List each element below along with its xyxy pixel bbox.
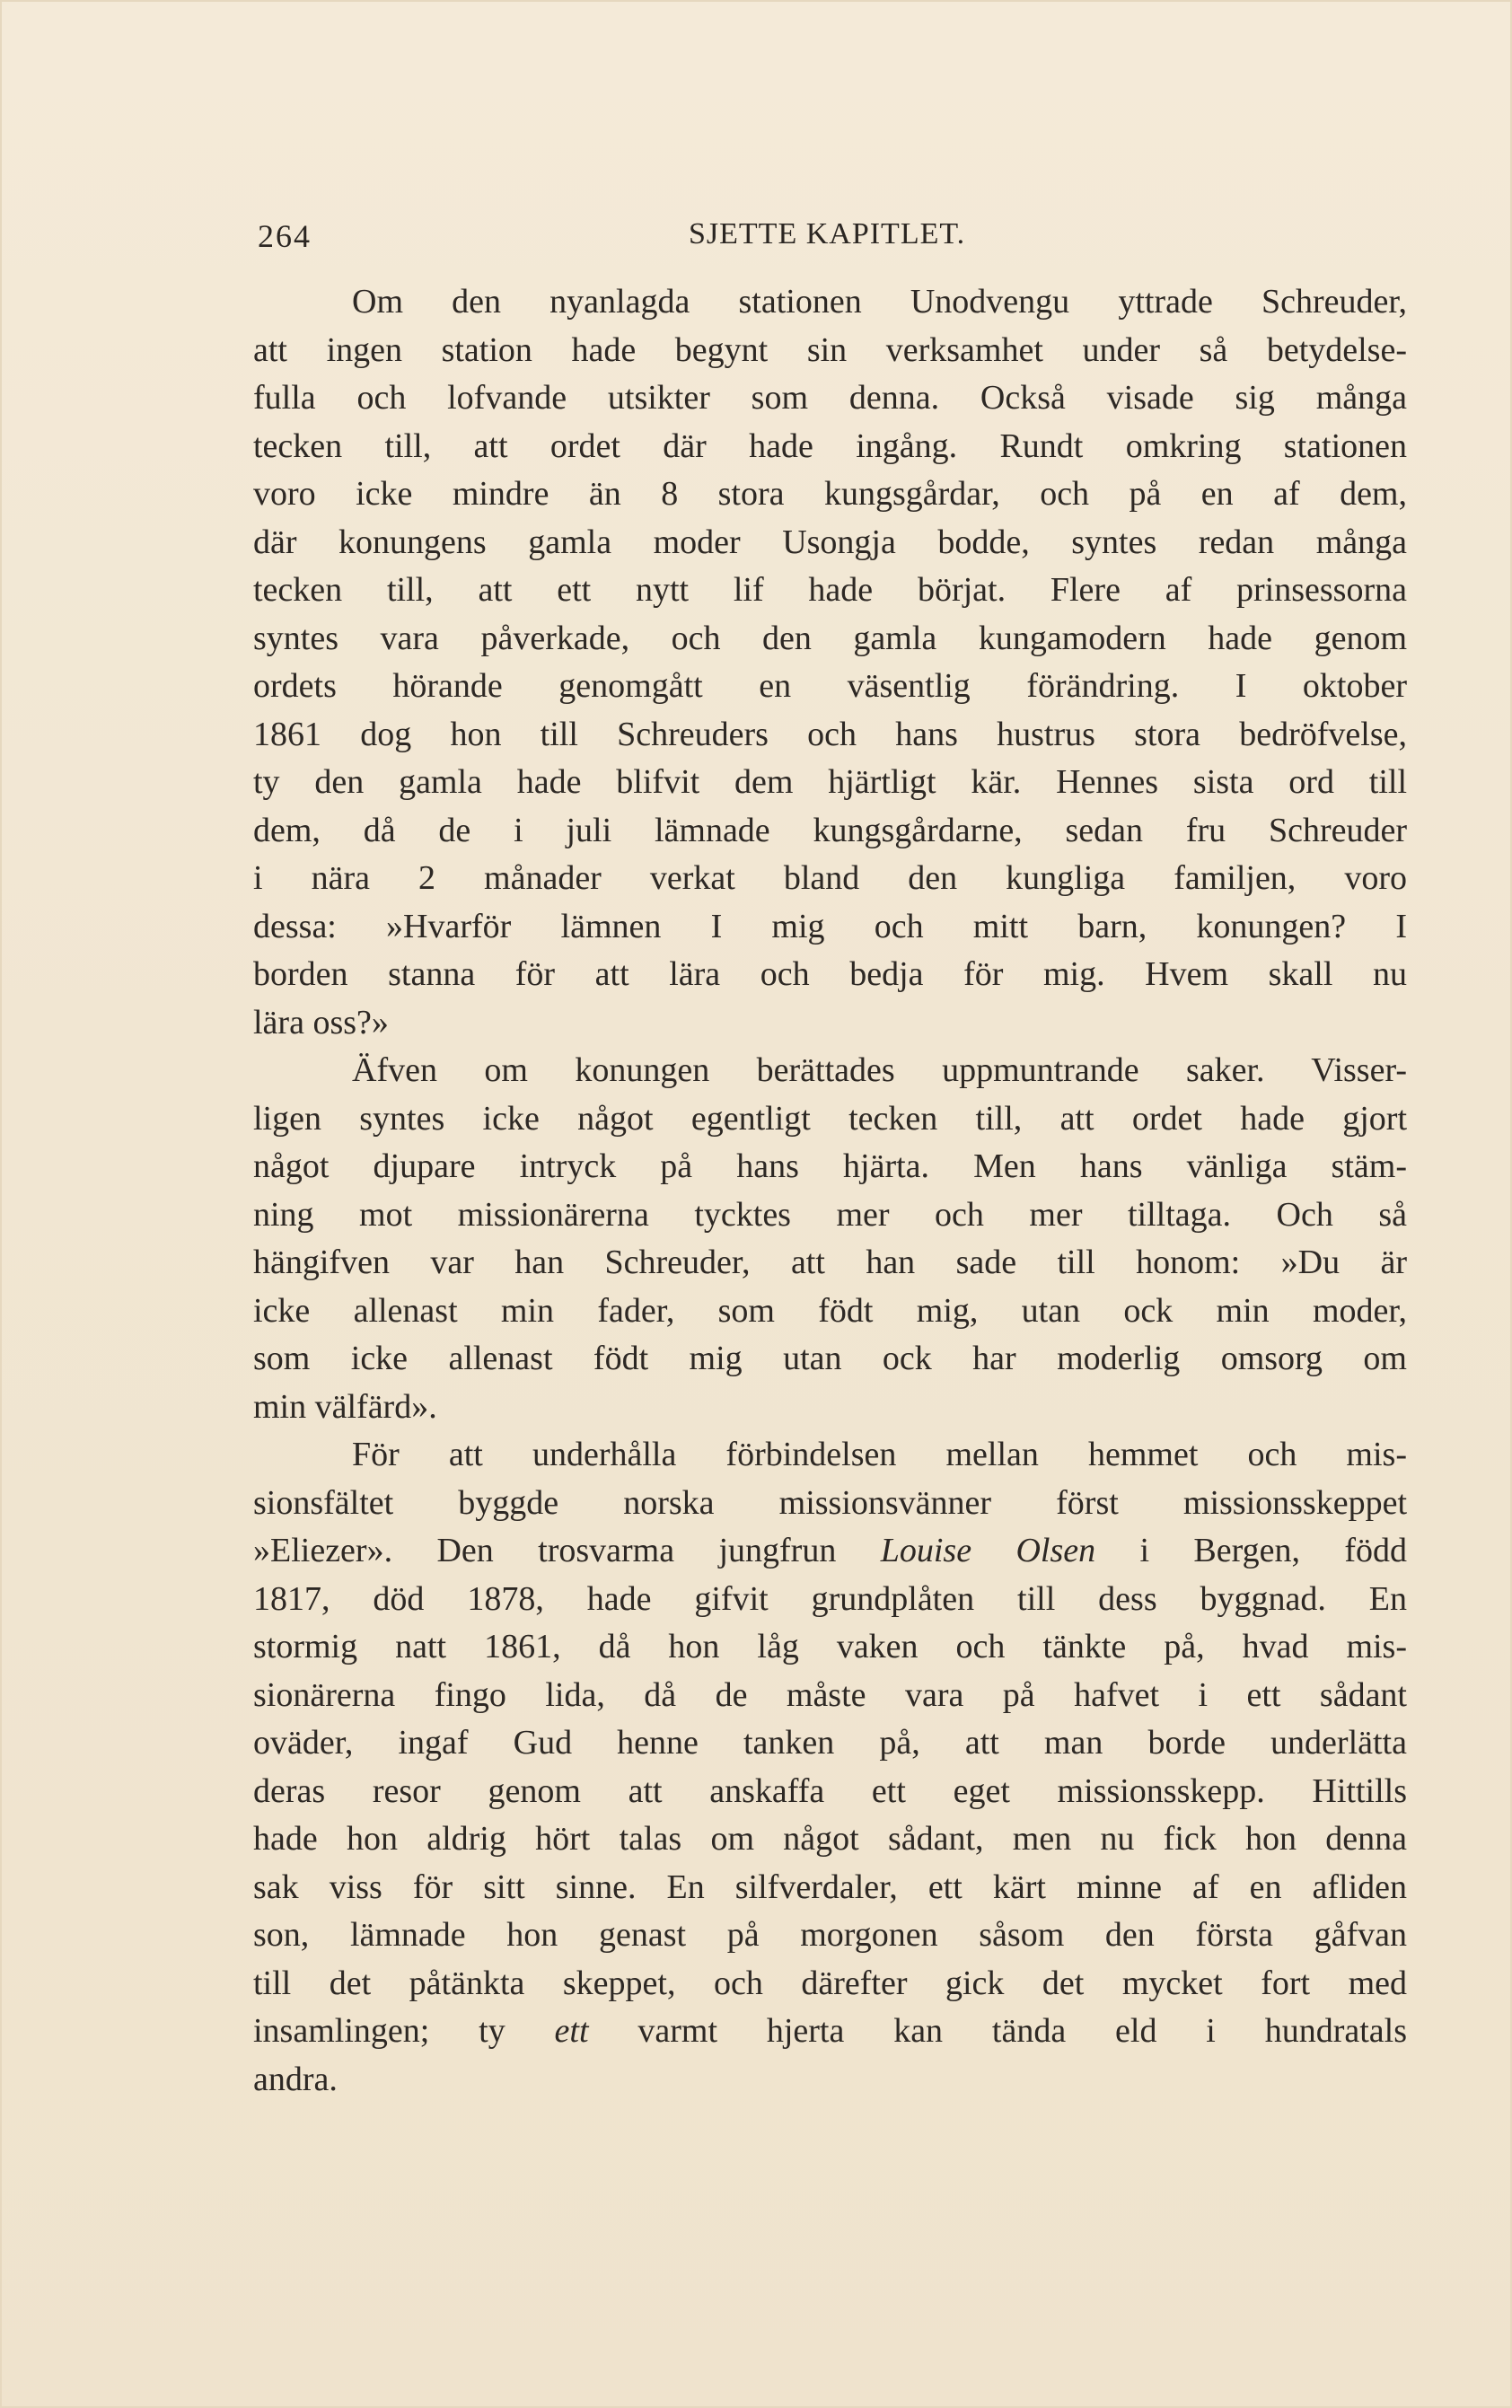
text-line bbox=[253, 1431, 1407, 1480]
text-segment: icke allenast min fader, som födt mig, utan ock min moder, bbox=[253, 1291, 1407, 1330]
text-segment: sionärerna fingo lida, då de måste vara på hafvet i ett sådant bbox=[253, 1675, 1407, 1714]
text-line bbox=[253, 807, 1407, 856]
page-header bbox=[258, 217, 1407, 268]
text-line bbox=[253, 1623, 1407, 1672]
text-line bbox=[253, 519, 1407, 567]
text-line bbox=[253, 1576, 1407, 1624]
text-line bbox=[253, 855, 1407, 903]
text-segment: borden stanna för att lära och bedja för mig. Hvem skall nu bbox=[253, 955, 1407, 993]
text-line bbox=[253, 1768, 1407, 1816]
text-segment: syntes vara påverkade, och den gamla kungamodern hade genom bbox=[253, 619, 1407, 657]
text-segment: hängifven var han Schreuder, att han sade till honom: »Du är bbox=[253, 1244, 1407, 1281]
text-line bbox=[253, 1527, 1407, 1576]
text-line bbox=[253, 470, 1407, 519]
text-line bbox=[253, 1047, 1407, 1095]
text-segment: sionsfältet byggde norska missionsvänner först missionsskeppet bbox=[253, 1483, 1407, 1522]
text-line bbox=[253, 327, 1407, 375]
text-segment: ty den gamla hade blifvit dem hjärtligt kär. Hennes sista ord till bbox=[253, 763, 1407, 801]
text-segment: varmt hjerta kan tända eld i hundratals bbox=[588, 2012, 1407, 2050]
text-line bbox=[253, 567, 1407, 615]
text-segment: där konungens gamla moder Usongja bodde, syntes redan många bbox=[253, 523, 1407, 561]
text-segment: till det påtänkta skeppet, och därefter gick det mycket fort med bbox=[253, 1964, 1407, 2002]
text-line bbox=[253, 1384, 1407, 1432]
text-segment: fulla och lofvande utsikter som denna. Också visade sig många bbox=[253, 379, 1407, 417]
text-segment: något djupare intryck på hans hjärta. Men hans vänliga stäm- bbox=[253, 1147, 1407, 1185]
paragraph bbox=[253, 278, 1407, 1047]
text-segment: Äfven om konungen berättades uppmuntrande saker. Visser- bbox=[352, 1051, 1407, 1089]
text-segment: 1861 dog hon till Schreuders och hans hustrus stora bedröfvelse, bbox=[253, 715, 1407, 753]
text-line bbox=[253, 1815, 1407, 1864]
text-line bbox=[253, 1335, 1407, 1384]
paragraph bbox=[253, 1431, 1407, 2104]
text-line bbox=[253, 1143, 1407, 1191]
text-line bbox=[253, 903, 1407, 952]
text-segment: insamlingen; ty bbox=[253, 2012, 555, 2050]
text-line bbox=[253, 278, 1407, 327]
page-number: 264 bbox=[258, 218, 312, 254]
text-segment: Om den nyanlagda stationen Unodvengu yttrade Schreuder, bbox=[352, 283, 1407, 321]
italic-text: ett bbox=[554, 2012, 589, 2050]
body-text bbox=[253, 278, 1407, 2104]
text-segment: ordets hörande genomgått en väsentlig förändring. I oktober bbox=[253, 667, 1407, 705]
text-segment: som icke allenast födt mig utan ock har moderlig omsorg om bbox=[253, 1340, 1407, 1377]
text-segment: i Bergen, född bbox=[1095, 1532, 1408, 1569]
text-segment: dessa: »Hvarför lämnen I mig och mitt barn, konungen? I bbox=[253, 907, 1407, 945]
text-segment: min välfärd». bbox=[253, 1387, 437, 1426]
text-segment: deras resor genom att anskaffa ett eget missionsskepp. Hittills bbox=[253, 1771, 1407, 1810]
text-segment: tecken till, att ordet där hade ingång. Rundt omkring stationen bbox=[253, 426, 1407, 465]
text-line bbox=[253, 663, 1407, 711]
text-segment: lära oss?» bbox=[253, 1003, 389, 1041]
text-segment: 1817, död 1878, hade gifvit grundplåten till dess byggnad. En bbox=[253, 1579, 1407, 1618]
text-line bbox=[253, 951, 1407, 999]
text-line bbox=[253, 1480, 1407, 1528]
text-line bbox=[253, 711, 1407, 760]
text-segment: son, lämnade hon genast på morgonen såsom den första gåfvan bbox=[253, 1916, 1407, 1954]
text-line bbox=[253, 374, 1407, 423]
running-head: SJETTE KAPITLET. bbox=[689, 217, 966, 250]
text-line bbox=[253, 1239, 1407, 1287]
text-segment: ligen syntes icke något egentligt tecken till, att ordet hade gjort bbox=[253, 1099, 1407, 1138]
text-segment: oväder, ingaf Gud henne tanken på, att man borde underlätta bbox=[253, 1724, 1407, 1762]
text-segment: andra. bbox=[253, 2060, 338, 2098]
text-line bbox=[253, 615, 1407, 664]
text-line bbox=[253, 1287, 1407, 1336]
text-line bbox=[253, 2056, 1407, 2105]
text-line bbox=[253, 1719, 1407, 1768]
text-line bbox=[253, 1095, 1407, 1144]
paragraph bbox=[253, 1047, 1407, 1431]
italic-text: Louise Olsen bbox=[880, 1532, 1096, 1569]
text-line bbox=[253, 423, 1407, 471]
text-segment: tecken till, att ett nytt lif hade börjat. Flere af prinsessorna bbox=[253, 571, 1407, 609]
text-line bbox=[253, 2008, 1407, 2056]
text-line bbox=[253, 1960, 1407, 2008]
text-segment: att ingen station hade begynt sin verksamhet under så betydelse- bbox=[253, 330, 1407, 369]
text-line bbox=[253, 999, 1407, 1048]
text-segment: voro icke mindre än 8 stora kungsgårdar, och på en af dem, bbox=[253, 475, 1407, 513]
text-line bbox=[253, 1672, 1407, 1720]
text-segment: sak viss för sitt sinne. En silfverdaler, ett kärt minne af en afliden bbox=[253, 1868, 1407, 1906]
text-line bbox=[253, 1191, 1407, 1240]
text-segment: hade hon aldrig hört talas om något sådant, men nu fick hon denna bbox=[253, 1820, 1407, 1858]
text-segment: i nära 2 månader verkat bland den kungliga familjen, voro bbox=[253, 859, 1407, 897]
text-segment: stormig natt 1861, då hon låg vaken och tänkte på, hvad mis- bbox=[253, 1628, 1407, 1665]
text-line bbox=[253, 759, 1407, 807]
text-line bbox=[253, 1864, 1407, 1912]
text-segment: dem, då de i juli lämnade kungsgårdarne, sedan fru Schreuder bbox=[253, 811, 1407, 849]
text-line bbox=[253, 1911, 1407, 1960]
text-segment: »Eliezer». Den trosvarma jungfrun bbox=[253, 1532, 881, 1569]
text-segment: ning mot missionärerna tycktes mer och mer tilltaga. Och så bbox=[253, 1195, 1407, 1234]
text-segment: För att underhålla förbindelsen mellan hemmet och mis- bbox=[352, 1436, 1407, 1473]
